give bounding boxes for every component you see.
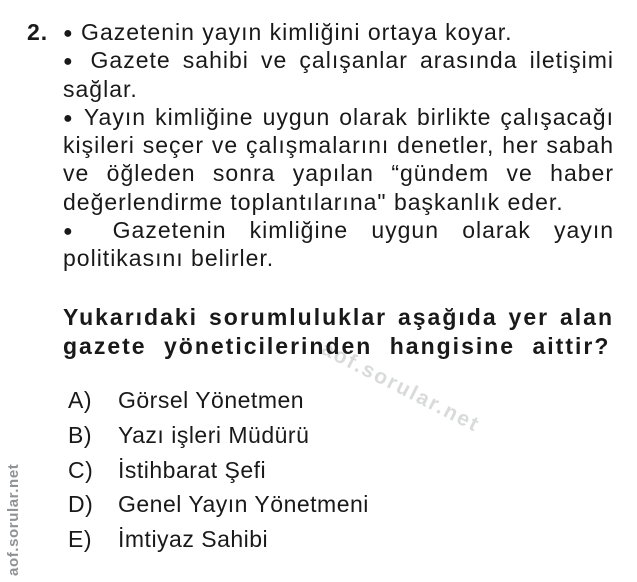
bullet-icon: ●: [63, 109, 76, 127]
bullet-icon: ●: [63, 25, 74, 42]
question-stem-line: gazete yöneticilerinden hangisine aittir?: [63, 332, 611, 359]
question-body-line: [63, 216, 614, 244]
option-row-c: [68, 453, 369, 488]
body-text: kişileri seçer ve çalışmalarını denetler, her sabah: [63, 132, 614, 159]
watermark-diagonal: aof.sorular.net: [317, 337, 484, 437]
question-body-line: [63, 46, 614, 74]
option-letter: D): [68, 491, 94, 518]
option-letter: E): [68, 526, 92, 553]
bullet-icon: ●: [63, 223, 90, 241]
option-label: İmtiyaz Sahibi: [118, 526, 269, 553]
question-body-line: [63, 244, 614, 272]
option-label: Görsel Yönetmen: [118, 387, 305, 413]
option-row-d: [68, 487, 369, 522]
bullet-icon: ●: [63, 53, 79, 71]
option-row-b: [68, 418, 369, 453]
question-body: [63, 18, 614, 273]
question-body-line: [63, 103, 614, 131]
option-label: İstihbarat Şefi: [118, 456, 267, 483]
question-number: 2.: [27, 19, 49, 45]
option-letter: A): [68, 387, 92, 413]
option-row-e: [68, 522, 369, 557]
body-text: Gazetenin yayın kimliğini ortaya koyar.: [73, 19, 513, 45]
body-text: politikasını belirler.: [63, 245, 275, 272]
option-row-a: [68, 383, 369, 418]
watermark-vertical: aof.sorular.net: [5, 463, 22, 576]
option-label: Yazı işleri Müdürü: [118, 421, 310, 448]
body-text: değerlendirme toplantılarına" başkanlık eder.: [63, 188, 564, 215]
body-text: Yayın kimliğine uygun olarak birlikte çalışacağı: [75, 103, 614, 130]
question-stem-line: Yukarıdaki sorumluluklar aşağıda yer alan: [63, 304, 614, 330]
body-text: ve öğleden sonra yapılan “gündem ve haber: [63, 160, 614, 187]
question-body-line: [63, 188, 614, 216]
question-body-line: [63, 18, 614, 46]
question-body-line: [63, 131, 614, 159]
body-text: Gazetenin kimliğine uygun olarak yayın: [89, 217, 614, 244]
option-letter: C): [68, 456, 94, 483]
body-text: Gazete sahibi ve çalışanlar arasında iletişimi: [78, 47, 614, 74]
question-body-line: [63, 75, 614, 103]
body-text: sağlar.: [63, 75, 138, 102]
options-list: [68, 383, 369, 557]
option-letter: B): [68, 421, 92, 448]
option-label: Genel Yayın Yönetmeni: [118, 491, 369, 518]
question-stem: [63, 303, 614, 360]
question-body-line: [63, 159, 614, 187]
